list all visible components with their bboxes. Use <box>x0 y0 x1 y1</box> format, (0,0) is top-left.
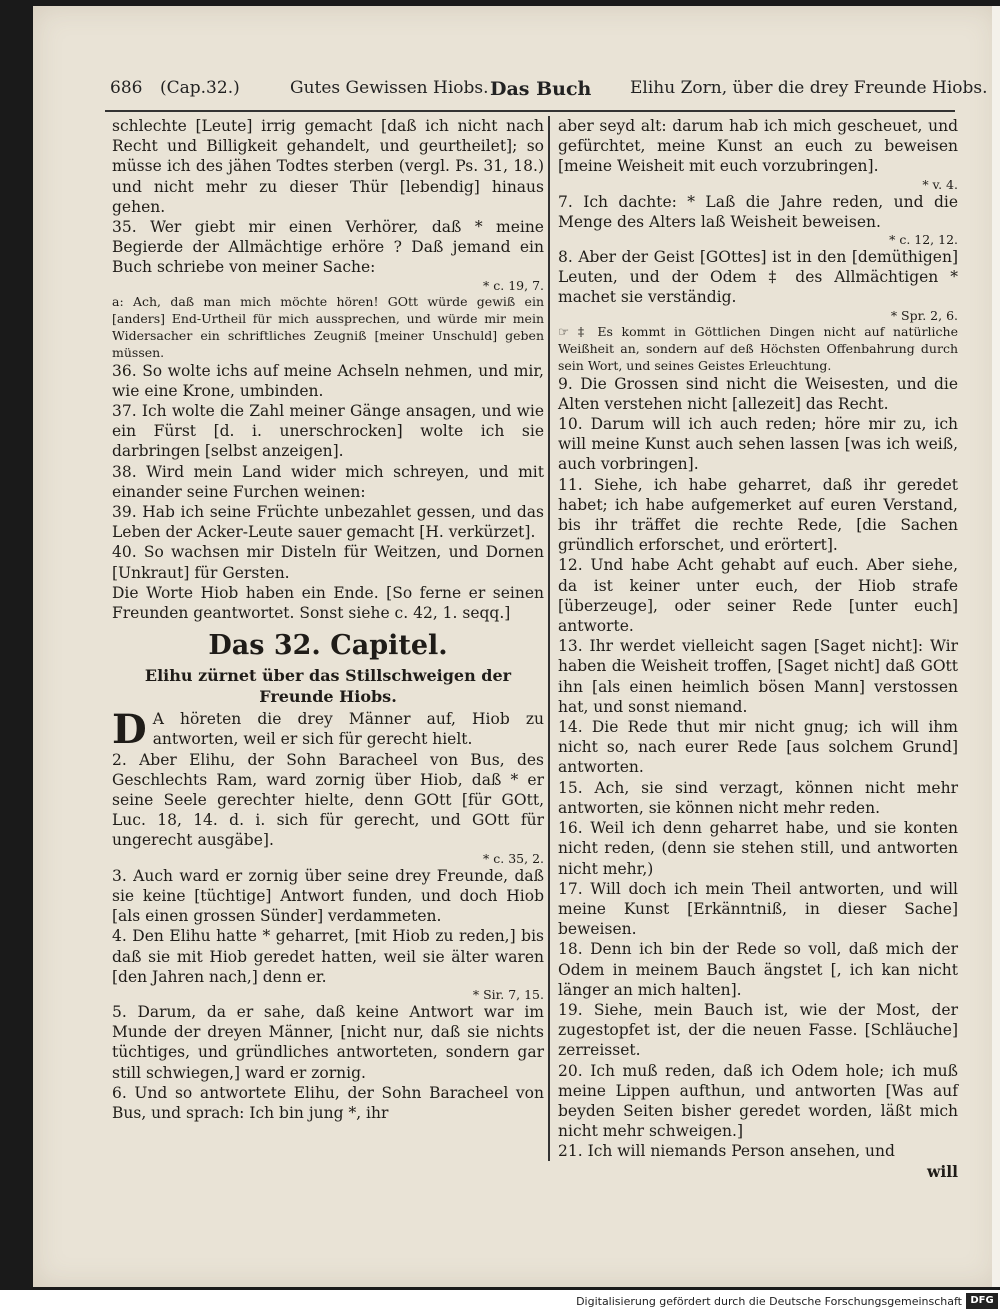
verse-paragraph: 20. Ich muß reden, daß ich Odem hole; ich muß meine Lippen aufthun, und antworten [Was auf beyden Seiten bisher geredet worden, läßt mich nicht mehr schweigen.] <box>558 1061 958 1141</box>
chapter-summary: Elihu zürnet über das Stillschweigen der Freunde Hiobs. <box>144 666 512 707</box>
verse-paragraph: 19. Siehe, mein Bauch ist, wie der Most, der zugestopfet ist, der die neuen Fasse. [Schläuche] zerreisset. <box>558 1000 958 1060</box>
verse-paragraph: 37. Ich wolte die Zahl meiner Gänge ansagen, und wie ein Fürst [d. i. unerschrocken] wolte ich sie darbringen [selbst anzeigen]. <box>112 402 544 461</box>
verse-paragraph: aber seyd alt: darum hab ich mich gescheuet, und gefürchtet, meine Kunst an euch zu beweisen [meine Weisheit mit euch vorzubringen]. <box>558 117 958 176</box>
verse-paragraph: Die Worte Hiob haben ein Ende. [So ferne er seinen Freunden geantwortet. Sonst siehe c. 42, 1. seqq.] <box>112 583 544 623</box>
chapter-reference: (Cap.32.) <box>160 78 240 98</box>
verse-paragraph: 7. Ich dachte: * Laß die Jahre reden, und die Menge des Alters laß Weisheit beweisen. <box>558 192 958 231</box>
verse-paragraph: schlechte [Leute] irrig gemacht [daß ich nicht nach Recht und Billigkeit gehandelt, und geurtheilet]; so müsse ich des jähen Todtes sterben (vergl. Ps. 31, 18.) und nicht mehr zu dieser Thür [lebendig] hinaus gehen. <box>112 117 544 216</box>
verse-paragraph: 8. Aber der Geist [GOttes] ist in den [demüthigen] Leuten, und der Odem ‡ des Allmächtigen * machet sie verständig. <box>558 248 958 307</box>
dfg-logo: DFG <box>966 1293 998 1309</box>
verse-paragraph: 35. Wer giebt mir einen Verhörer, daß * meine Begierde der Allmächtige erhöre ? Daß jemand ein Buch schriebe von meiner Sache: <box>112 218 544 277</box>
verse-paragraph: 21. Ich will niemands Person ansehen, und <box>558 1142 895 1161</box>
catchword: will <box>926 1161 958 1181</box>
verse-paragraph: 15. Ach, sie sind verzagt, können nicht mehr antworten, sie können nicht mehr reden. <box>558 778 958 817</box>
verse-paragraph: 12. Und habe Acht gehabt auf euch. Aber siehe, da ist keiner unter euch, der Hiob strafe [überzeuge], oder seiner Rede [unter euch] antworte. <box>558 556 958 636</box>
right-column <box>558 116 958 1182</box>
verse-paragraph: 4. Den Elihu hatte * geharret, [mit Hiob zu reden,] bis daß sie mit Hiob geredet hatten, weil sie älter waren [den Jahren nach,] denn er. <box>112 927 544 986</box>
verse-paragraph: D A höreten die drey Männer auf, Hiob zu antworten, weil er sich für gerecht hielt. <box>112 706 544 754</box>
commentary-note: ☞ ‡ Es kommt in Göttlichen Dingen nicht auf natürliche Weißheit an, sondern auf deß Höchsten Offenbahrung durch sein Wort, und seines Geistes Erleuchtung. <box>558 323 958 373</box>
left-column <box>112 116 544 1123</box>
left-running-title: Gutes Gewissen Hiobs. <box>290 78 489 98</box>
funding-notice: Digitalisierung gefördert durch die Deutsche Forschungsgemeinschaft <box>576 1295 962 1308</box>
verse-paragraph: 9. Die Grossen sind nicht die Weisesten, und die Alten verstehen nicht [allezeit] das Recht. <box>558 374 958 413</box>
page-number: 686 <box>110 78 143 98</box>
cross-reference: * v. 4. <box>922 176 958 192</box>
verse-paragraph: 2. Aber Elihu, der Sohn Baracheel von Bus, des Geschlechts Ram, ward zornig über Hiob, daß * er seine Seele gerechter hielte, denn GOtt [für GOtt, Luc. 18, 14. d. i. sich für gerecht, und GOtt für ungerecht ausgäbe]. <box>112 750 544 850</box>
verse-paragraph: 14. Die Rede thut mir nicht gnug; ich will ihm nicht so, nach eurer Rede [aus solchem Grund] antworten. <box>558 718 958 777</box>
cross-reference: * Sir. 7, 15. <box>472 986 544 1002</box>
verse-paragraph: 13. Ihr werdet vielleicht sagen [Saget nicht]: Wir haben die Weisheit troffen, [Saget nicht] daß GOtt ihn [als einen heimlich bösen Mann] verstossen hat, und sonst niemand. <box>558 637 958 716</box>
cross-reference: * Spr. 2, 6. <box>890 307 958 323</box>
verse-paragraph: 18. Denn ich bin der Rede so voll, daß mich der Odem in meinem Bauch ängstet [, ich kan nicht länger an mich halten]. <box>558 940 958 999</box>
header-rule <box>105 110 955 112</box>
commentary-note: a: Ach, daß man mich möchte hören! GOtt würde gewiß ein [anders] End-Urtheil für mich aussprechen, und würde mir mein Widersacher ein schriftliches Zeugniß [meiner Unschuld] geben müssen. <box>112 293 544 360</box>
verse-paragraph: 38. Wird mein Land wider mich schreyen, und mit einander seine Furchen weinen: <box>112 462 544 501</box>
verse-paragraph: 11. Siehe, ich habe geharret, daß ihr geredet habet; ich habe aufgemerket auf euren Verstand, bis ihr träffet die rechte Rede, [die Sachen gründlich erforschet, und erörtert]. <box>558 475 958 555</box>
book-title: Das Buch <box>490 78 592 100</box>
cross-reference: * c. 12, 12. <box>889 232 958 248</box>
verse-paragraph: 6. Und so antwortete Elihu, der Sohn Baracheel von Bus, und sprach: Ich bin jung *, ihr <box>112 1083 544 1122</box>
verse-paragraph: 10. Darum will ich auch reden; höre mir zu, ich will meine Kunst auch sehen lassen [was ich weiß, auch vorbringen]. <box>558 415 958 474</box>
chapter-title: Das 32. Capitel. <box>208 630 448 662</box>
column-divider <box>548 116 550 1161</box>
verse-paragraph: 39. Hab ich seine Früchte unbezahlet gessen, und das Leben der Acker-Leute sauer gemacht [H. verkürzet]. <box>112 503 544 542</box>
right-running-title: Elihu Zorn, über die drey Freunde Hiobs. <box>630 78 988 98</box>
running-header <box>110 78 988 106</box>
verse-paragraph: 16. Weil ich denn geharret habe, und sie konten nicht reden, (denn sie stehen still, und antworten nicht mehr,) <box>558 819 958 878</box>
digitization-footer <box>576 1292 1000 1311</box>
verse-paragraph: 40. So wachsen mir Disteln für Weitzen, und Dornen [Unkraut] für Gersten. <box>112 543 544 582</box>
verse-paragraph: 17. Will doch ich mein Theil antworten, und will meine Kunst [Erkänntniß, in dieser Sache] beweisen. <box>558 879 958 939</box>
drop-cap: D <box>112 706 147 754</box>
verse-paragraph: 3. Auch ward er zornig über seine drey Freunde, daß sie keine [tüchtige] Antwort funden, und doch Hiob [als einen grossen Sünder] verdammeten. <box>112 866 544 926</box>
cross-reference: * c. 35, 2. <box>483 850 544 866</box>
verse-paragraph: 36. So wolte ichs auf meine Achseln nehmen, und mir, wie eine Krone, umbinden. <box>112 361 544 400</box>
page-edge <box>992 6 1000 1287</box>
cross-reference: * c. 19, 7. <box>483 277 544 293</box>
verse-paragraph: 5. Darum, da er sahe, daß keine Antwort war im Munde der dreyen Männer, [nicht nur, daß sie nichts tüchtiges, und gründliches antworteten, sondern gar still schwiegen,] ward er zornig. <box>112 1002 544 1082</box>
